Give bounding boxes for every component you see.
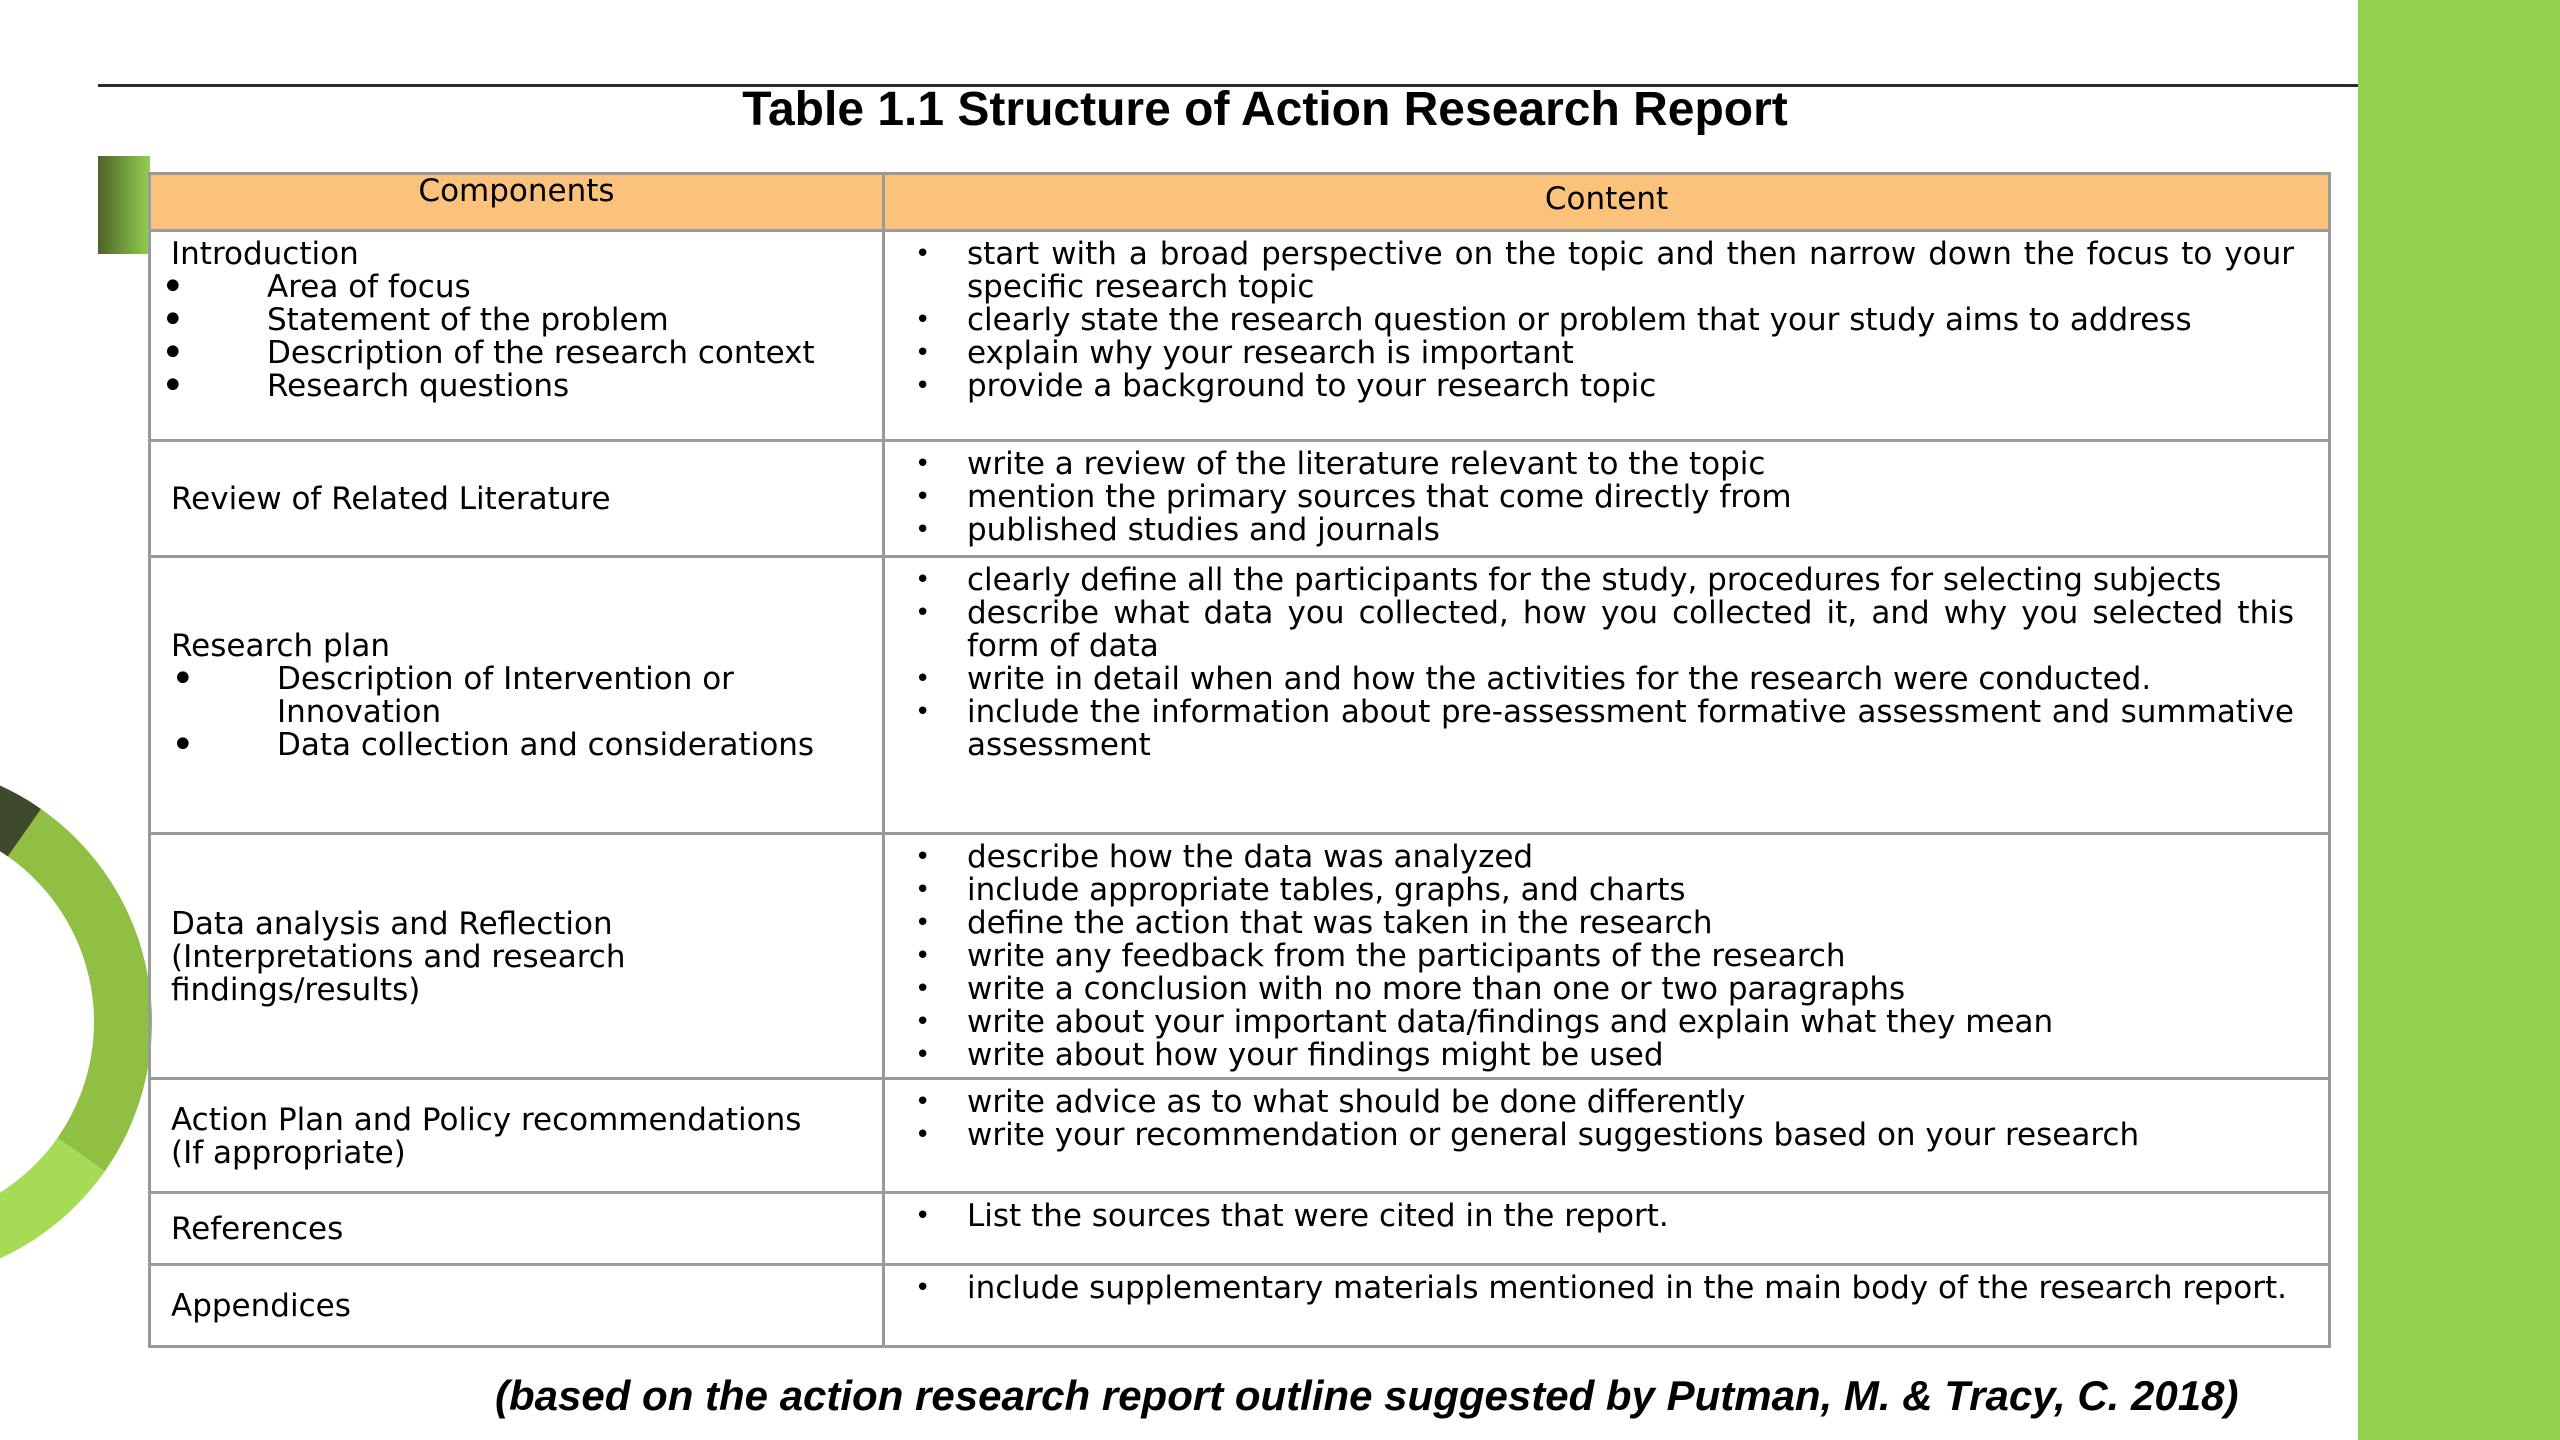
source-footnote: (based on the action research report outline suggested by Putman, M. & Tracy, C. 2018) bbox=[495, 1372, 2239, 1419]
list-item: • include appropriate tables, graphs, and charts bbox=[915, 874, 2294, 907]
list-item: • write about your important data/findings and explain what they mean bbox=[915, 1006, 2294, 1039]
list-item: • include supplementary materials mentioned in the main body of the research report. bbox=[915, 1272, 2294, 1305]
list-item: • describe what data you collected, how you collected it, and why you selected this form of data bbox=[915, 597, 2294, 663]
component-title: Action Plan and Policy recommendations (If appropriate) bbox=[171, 1101, 802, 1171]
component-cell bbox=[150, 231, 884, 441]
table-row bbox=[150, 1265, 2330, 1347]
component-cell bbox=[150, 834, 884, 1079]
table-row bbox=[150, 557, 2330, 834]
content-bullet-list bbox=[915, 564, 2294, 762]
content-cell bbox=[884, 441, 2330, 557]
list-item: • write a conclusion with no more than one or two paragraphs bbox=[915, 973, 2294, 1006]
content-cell bbox=[884, 834, 2330, 1079]
table-row bbox=[150, 441, 2330, 557]
component-title: Review of Related Literature bbox=[171, 481, 611, 517]
content-header: Content bbox=[884, 174, 2330, 231]
component-title: Introduction bbox=[171, 236, 359, 272]
content-bullet-list bbox=[915, 1200, 2294, 1233]
table-row bbox=[150, 834, 2330, 1079]
list-item: • clearly define all the participants for the study, procedures for selecting subjects bbox=[915, 564, 2294, 597]
table-row bbox=[150, 1079, 2330, 1193]
list-item: • write your recommendation or general suggestions based on your research bbox=[915, 1119, 2294, 1152]
list-item: • mention the primary sources that come directly from bbox=[915, 481, 2294, 514]
list-item: • Data collection and considerations bbox=[171, 729, 872, 762]
component-title: Data analysis and Reflection (Interpretations and research findings/results) bbox=[171, 905, 626, 1008]
list-item: • write in detail when and how the activities for the research were conducted. bbox=[915, 663, 2294, 696]
content-bullet-list bbox=[915, 1272, 2294, 1305]
component-cell bbox=[150, 1193, 884, 1265]
list-item: • Area of focus bbox=[161, 271, 872, 304]
list-item: • include the information about pre-assessment formative assessment and summative assessment bbox=[915, 696, 2294, 762]
list-item: • write about how your findings might be used bbox=[915, 1039, 2294, 1072]
list-item: • start with a broad perspective on the topic and then narrow down the focus to your specific research topic bbox=[915, 238, 2294, 304]
green-side-band bbox=[2358, 0, 2560, 1440]
content-bullet-list bbox=[915, 1086, 2294, 1152]
table-title: Table 1.1 Structure of Action Research Report bbox=[742, 83, 1788, 136]
content-bullet-list bbox=[915, 841, 2294, 1072]
content-cell bbox=[884, 1079, 2330, 1193]
content-cell bbox=[884, 557, 2330, 834]
content-bullet-list bbox=[915, 238, 2294, 403]
table-row bbox=[150, 1193, 2330, 1265]
component-title: Research plan bbox=[171, 628, 390, 664]
list-item: • clearly state the research question or problem that your study aims to address bbox=[915, 304, 2294, 337]
list-item: • Description of Intervention or Innovation bbox=[171, 663, 872, 729]
component-cell bbox=[150, 1079, 884, 1193]
content-cell bbox=[884, 1265, 2330, 1347]
component-cell bbox=[150, 557, 884, 834]
component-bullet-list bbox=[161, 271, 872, 403]
components-header: Components bbox=[150, 174, 884, 231]
component-title: Appendices bbox=[171, 1288, 351, 1324]
component-title: References bbox=[171, 1211, 344, 1247]
content-cell bbox=[884, 1193, 2330, 1265]
list-item: • define the action that was taken in the research bbox=[915, 907, 2294, 940]
content-cell bbox=[884, 231, 2330, 441]
component-bullet-list bbox=[171, 663, 872, 762]
list-item: • Statement of the problem bbox=[161, 304, 872, 337]
list-item: • Research questions bbox=[161, 370, 872, 403]
green-accent-bar bbox=[98, 156, 150, 254]
component-cell bbox=[150, 1265, 884, 1347]
list-item: • write advice as to what should be done differently bbox=[915, 1086, 2294, 1119]
list-item: • List the sources that were cited in the report. bbox=[915, 1200, 2294, 1233]
list-item: • published studies and journals bbox=[915, 514, 2294, 547]
list-item: • write any feedback from the participants of the research bbox=[915, 940, 2294, 973]
list-item: • provide a background to your research topic bbox=[915, 370, 2294, 403]
component-cell bbox=[150, 441, 884, 557]
research-report-structure-table bbox=[148, 172, 2331, 1348]
list-item: • Description of the research context bbox=[161, 337, 872, 370]
list-item: • explain why your research is important bbox=[915, 337, 2294, 370]
table-row bbox=[150, 231, 2330, 441]
list-item: • write a review of the literature relevant to the topic bbox=[915, 448, 2294, 481]
header-row bbox=[150, 174, 2330, 231]
content-bullet-list bbox=[915, 448, 2294, 547]
list-item: • describe how the data was analyzed bbox=[915, 841, 2294, 874]
